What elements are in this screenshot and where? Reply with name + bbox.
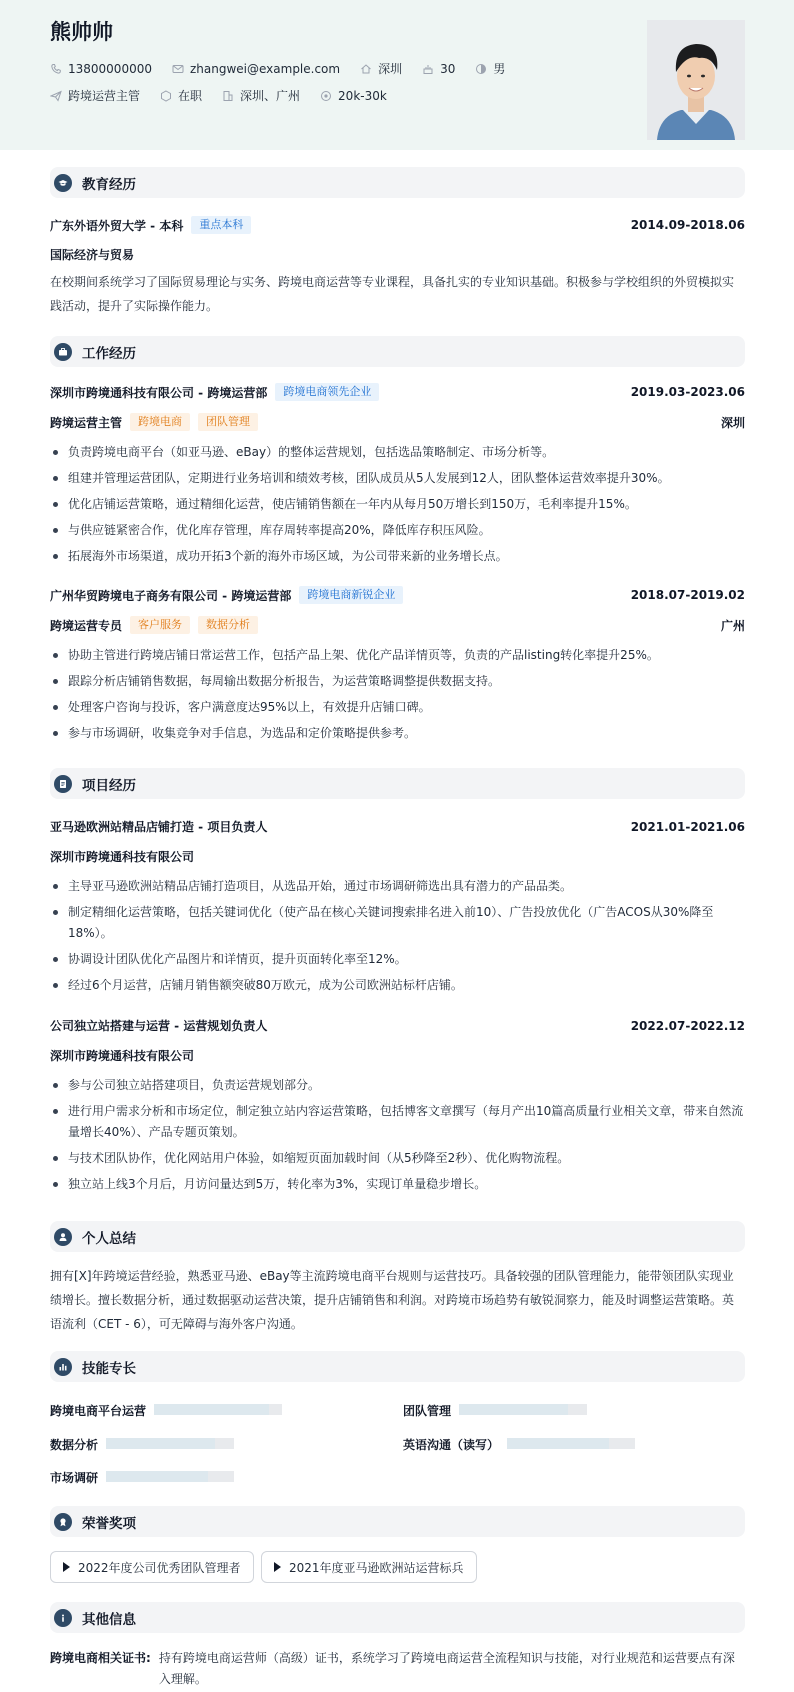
section-title: 教育经历 [82,176,136,193]
award-text: 2021年度亚马逊欧洲站运营标兵 [289,1560,464,1575]
section-title: 其他信息 [82,1611,136,1628]
skill-bar [507,1438,635,1449]
work-bullets [50,645,745,749]
award-item [261,1551,477,1583]
list-item: 参与市场调研，收集竞争对手信息，为选品和定价策略提供参考。 [50,723,745,744]
role-title: 跨境运营主管 [50,415,123,430]
user-icon [54,1228,72,1246]
education-row [50,216,745,234]
work-section-header [50,336,745,367]
school-name: 广东外语外贸大学 - 本科 [50,218,184,233]
list-item: 独立站上线3个月后，月访问量达到5万，转化率为3%，实现订单量稳步增长。 [50,1174,745,1195]
project-bullets [50,876,745,1001]
send-icon [50,90,62,102]
education-description: 在校期间系统学习了国际贸易理论与实务、跨境电商运营等专业课程，具备扎实的专业知识基础。积极参与学校组织的外贸模拟实践活动，提升了实际操作能力。 [50,275,735,313]
salary-text: 20k-30k [338,88,387,103]
building-icon [222,90,234,102]
list-item: 组建并管理运营团队，定期进行业务培训和绩效考核，团队成员从5人发展到12人，团队整体运营效率提升30%。 [50,468,745,489]
project-title: 公司独立站搭建与运营 - 运营规划负责人 [50,1019,268,1033]
summary-section-header [50,1221,745,1252]
age-item [422,62,455,76]
project-title: 亚马逊欧洲站精品店铺打造 - 项目负责人 [50,820,268,834]
skill-bar-fill [106,1471,208,1482]
project-date: 2021.01-2021.06 [630,819,745,834]
profile-photo [647,20,745,140]
skill-name: 数据分析 [50,1438,99,1452]
cake-icon [422,63,434,75]
position-item [50,87,140,104]
company-tag: 跨境电商新锐企业 [299,586,403,604]
email-item [172,62,340,76]
role-title: 跨境运营专员 [50,618,123,633]
work-date: 2019.03-2023.06 [630,385,745,399]
skill-bar [106,1471,234,1482]
age-text: 30 [440,61,456,76]
major-row [50,246,745,263]
status-text: 在职 [178,89,203,103]
project-company: 深圳市跨境通科技有限公司 [50,1049,195,1063]
briefcase-icon [54,343,72,361]
section-title: 工作经历 [82,345,136,362]
position-text: 跨境运营主管 [68,89,141,103]
skill-bar [154,1404,282,1415]
section-title: 个人总结 [82,1230,136,1247]
education-date: 2014.09-2018.06 [630,218,745,232]
skill-name: 团队管理 [403,1404,452,1418]
play-icon [63,1562,70,1572]
list-item: 制定精细化运营策略，包括关键词优化（使产品在核心关键词搜索排名进入前10）、广告投放优化（广告ACOS从30%降至18%）。 [50,902,745,944]
list-item: 跟踪分析店铺销售数据，每周输出数据分析报告，为运营策略调整提供数据支持。 [50,671,745,692]
role-tag: 数据分析 [198,616,258,634]
project-title-row [50,818,745,835]
home-icon [360,63,372,75]
skill-name: 跨境电商平台运营 [50,1404,147,1418]
summary-text: 拥有[X]年跨境运营经验，熟悉亚马逊、eBay等主流跨境电商平台规则与运营技巧。具备较强的团队管理能力，能带领团队实现业绩增长。擅长数据分析，通过数据驱动运营决策，提升店铺销售和利润。对跨境市场趋势有敏锐洞察力，能及时调整运营策略。英语流利（CET - 6），可无障碍与海外客户沟通。 [50,1269,735,1331]
location-text: 深圳 [378,62,403,76]
salary-item [320,89,387,103]
list-item: 优化店铺运营策略，通过精细化运营，使店铺销售额在一年内从每月50万增长到150万，毛利率提升15%。 [50,494,745,515]
document-icon [54,775,72,793]
list-item: 主导亚马逊欧洲站精品店铺打造项目，从选品开始，通过市场调研筛选出具有潜力的产品品类。 [50,876,745,897]
skill-bar-fill [507,1438,609,1449]
skill-bar-fill [459,1404,568,1415]
email-text: zhangwei@example.com [189,61,341,76]
list-item: 与供应链紧密合作，优化库存管理，库存周转率提高20%，降低库存积压风险。 [50,520,745,541]
project-company-row [50,1047,745,1064]
work-bullets [50,442,745,572]
company-name: 广州华贸跨境电子商务有限公司 - 跨境运营部 [50,588,292,603]
gender-item [475,60,505,77]
other-label: 跨境电商相关证书: [50,1651,151,1665]
school-tag: 重点本科 [191,216,251,234]
work-date: 2018.07-2019.02 [630,588,745,602]
project-date: 2022.07-2022.12 [630,1018,745,1033]
role-tag: 团队管理 [198,413,258,431]
education-section-header [50,167,745,198]
gender-icon [475,63,487,75]
skill-bar [106,1438,234,1449]
list-item: 与技术团队协作，优化网站用户体验，如缩短页面加载时间（从5秒降至2秒）、优化购物流程。 [50,1148,745,1169]
skill-name: 英语沟通（读写） [403,1438,500,1452]
medal-icon [54,1513,72,1531]
company-name: 深圳市跨境通科技有限公司 - 跨境运营部 [50,385,268,400]
award-text: 2022年度公司优秀团队管理者 [78,1560,241,1575]
candidate-name: 熊帅帅 [50,20,113,44]
skill-bar [459,1404,587,1415]
list-item: 负责跨境电商平台（如亚马逊、eBay）的整体运营规划，包括选品策略制定、市场分析等。 [50,442,745,463]
bar-chart-icon [54,1358,72,1376]
work-city: 深圳 [720,415,745,430]
skill-name: 市场调研 [50,1471,99,1485]
project-section-header [50,768,745,799]
project-title-row [50,1017,745,1034]
company-tag: 跨境电商领先企业 [275,383,379,401]
graduation-cap-icon [54,174,72,192]
list-item: 协调设计团队优化产品图片和详情页，提升页面转化率至12%。 [50,949,745,970]
gender-text: 男 [493,62,506,76]
other-info-row [50,1648,745,1690]
list-item: 进行用户需求分析和市场定位，制定独立站内容运营策略，包括博客文章撰写（每月产出10篇高质量行业相关文章，带来自然流量增长40%）、产品专题页策划。 [50,1101,745,1143]
city-text: 深圳、广州 [240,89,301,103]
phone-item [50,62,152,76]
phone-text: 13800000000 [68,61,152,76]
resume-header [0,0,794,150]
other-text: 持有跨境电商运营师（高级）证书，系统学习了跨境电商运营全流程知识与技能，对行业规范和运营要点有深入理解。 [158,1651,735,1686]
list-item: 拓展海外市场渠道，成功开拓3个新的海外市场区域，为公司带来新的业务增长点。 [50,546,745,567]
work-company-row [50,586,745,604]
skills-section-header [50,1351,745,1382]
work-city: 广州 [720,618,745,633]
job-row [50,87,407,104]
location-item [360,60,402,77]
role-tag: 跨境电商 [130,413,190,431]
list-item: 协助主管进行跨境店铺日常运营工作，包括产品上架、优化产品详情页等，负责的产品listing转化率提升25%。 [50,645,745,666]
project-company-row [50,848,745,865]
skill-bar-fill [154,1404,269,1415]
section-title: 项目经历 [82,777,136,794]
play-icon [274,1562,281,1572]
status-item [160,87,202,104]
award-item [50,1551,254,1583]
list-item: 处理客户咨询与投诉，客户满意度达95%以上，有效提升店铺口碑。 [50,697,745,718]
work-role-row [50,413,745,431]
city-item [222,87,300,104]
phone-icon [50,63,62,75]
project-company: 深圳市跨境通科技有限公司 [50,850,195,864]
skill-bar-fill [106,1438,215,1449]
awards-section-header [50,1506,745,1537]
section-title: 荣誉奖项 [82,1515,136,1532]
work-role-row [50,616,745,634]
role-tag: 客户服务 [130,616,190,634]
contact-row [50,60,525,77]
other-section-header [50,1602,745,1633]
major: 国际经济与贸易 [50,248,135,262]
list-item: 经过6个月运营，店铺月销售额突破80万欧元，成为公司欧洲站标杆店铺。 [50,975,745,996]
list-item: 参与公司独立站搭建项目，负责运营规划部分。 [50,1075,745,1096]
work-company-row [50,383,745,401]
section-title: 技能专长 [82,1360,136,1377]
mail-icon [172,63,184,75]
status-icon [160,90,172,102]
project-bullets [50,1075,745,1200]
coin-icon [320,90,332,102]
info-icon [54,1609,72,1627]
